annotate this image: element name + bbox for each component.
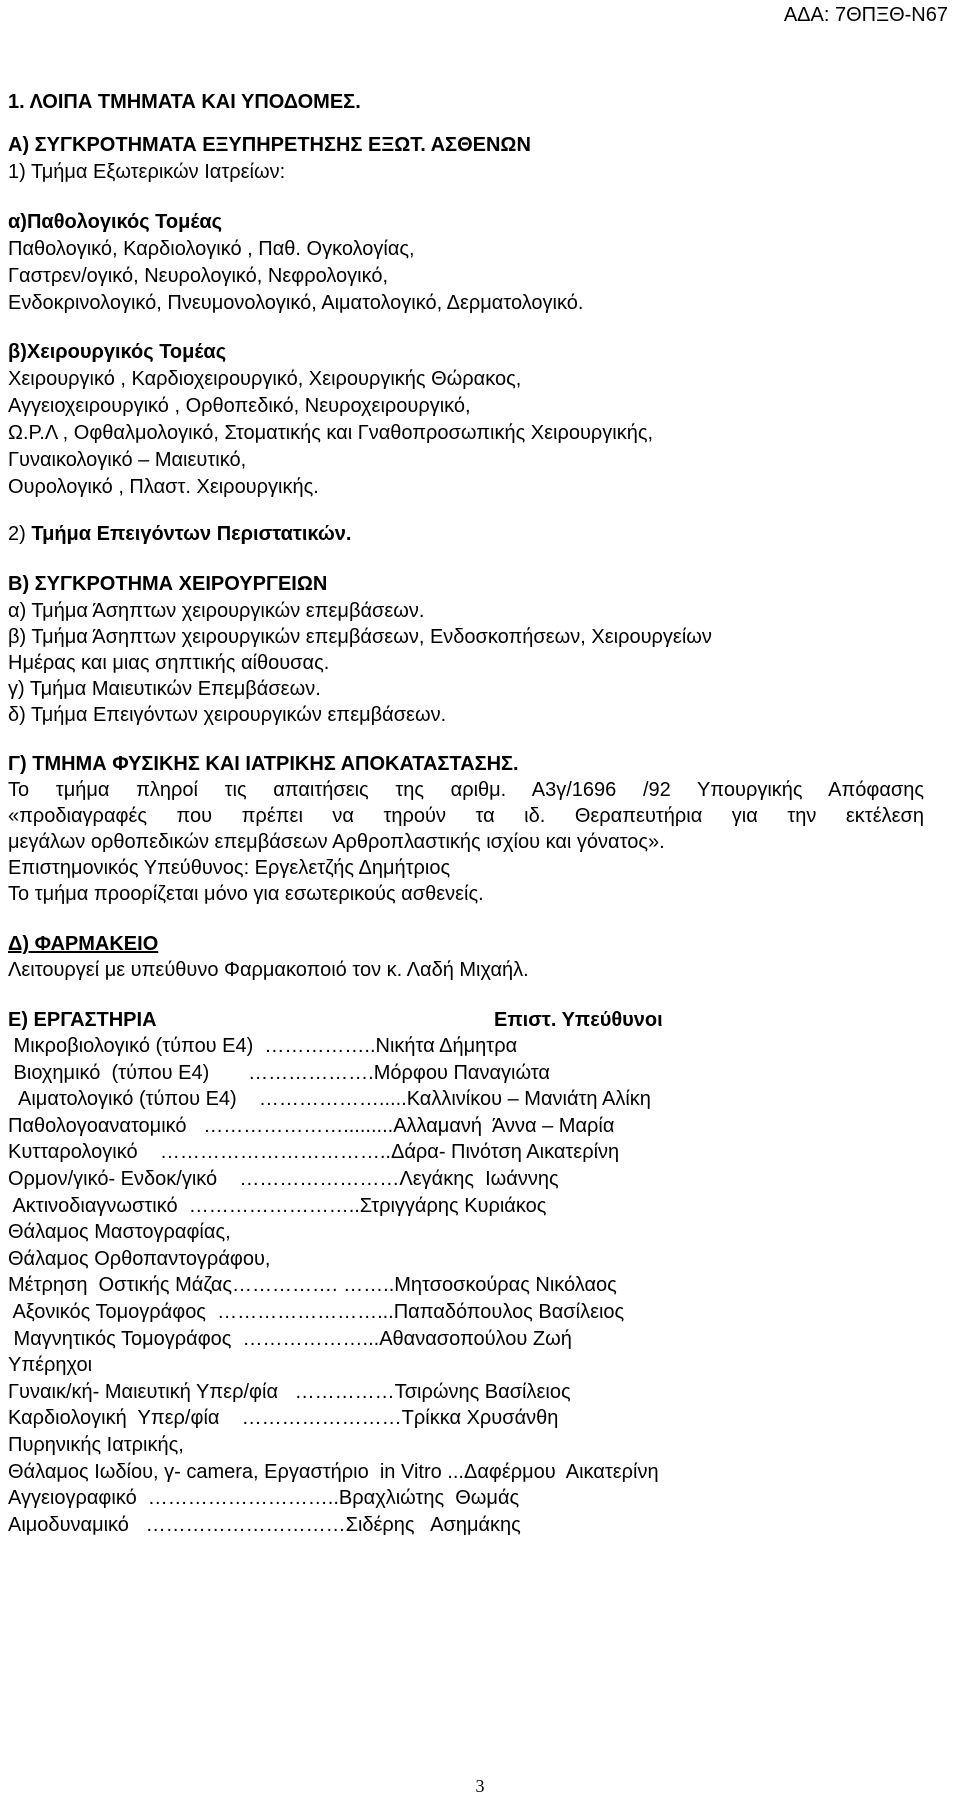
lab-row: Θάλαμος Ιωδίου, γ- camera, Εργαστήριο in Vitro ...Δαφέρμου Αικατερίνη: [8, 1461, 659, 1483]
ada-code: ΑΔΑ: 7ΘΠΞΘ-Ν67: [783, 4, 948, 26]
section-c-text: «προδιαγραφές που πρέπει να τηρούν τα ιδ. Θεραπευτήρια για την εκτέλεση: [8, 805, 924, 827]
surgery-title: β)Χειρουργικός Τομέας: [8, 341, 227, 363]
emergency-heading: [8, 522, 351, 546]
section-b-line: δ) Τμήμα Επειγόντων χειρουργικών επεμβάσεων.: [8, 704, 447, 726]
lab-row: Αιμοδυναμικό …………………………Σιδέρης Ασημάκης: [8, 1514, 521, 1536]
section-c-title: Γ) ΤΜΗΜΑ ΦΥΣΙΚΗΣ ΚΑΙ ΙΑΤΡΙΚΗΣ ΑΠΟΚΑΤΑΣΤΑΣΗΣ.: [8, 753, 519, 775]
lab-row: Παθολογοανατομικό ………………….........Αλλαμανή Άννα – Μαρία: [8, 1115, 615, 1137]
pathology-line: Παθολογικό, Καρδιολογικό , Παθ. Ογκολογίας,: [8, 238, 415, 260]
surgery-line: Γυναικολογικό – Μαιευτικό,: [8, 449, 247, 471]
lab-row: Μαγνητικός Τομογράφος ………………...Αθανασοπούλου Ζωή: [8, 1328, 572, 1350]
section-e-title: Ε) ΕΡΓΑΣΤΗΡΙΑ: [8, 1009, 157, 1031]
lab-row: Ορμον/γικό- Ενδοκ/γικό ……………………Λεγάκης Ιωάννης: [8, 1168, 559, 1190]
pathology-title: α)Παθολογικός Τομέας: [8, 211, 223, 233]
section-b-line: γ) Τμήμα Μαιευτικών Επεμβάσεων.: [8, 678, 321, 700]
lab-row: Μέτρηση Οστικής Μάζας……………. ……..Μητσοσκούρας Νικόλαος: [8, 1274, 617, 1296]
lab-row: Αγγειογραφικό ………………………..Βραχλιώτης Θωμάς: [8, 1487, 520, 1509]
section-c-text: μεγάλων ορθοπεδικών επεμβάσεων Αρθροπλαστικής ισχίου και γόνατος».: [8, 831, 665, 853]
lab-row: Καρδιολογική Υπερ/φία ……………………Τρίκκα Χρυσάνθη: [8, 1407, 559, 1429]
section-e-responsible-header: Επιστ. Υπεύθυνοι: [494, 1009, 663, 1031]
section-a-subtitle: 1) Τμήμα Εξωτερικών Ιατρείων:: [8, 161, 286, 183]
section-c-text: Το τμήμα πληροί τις απαιτήσεις της αριθμ. Α3γ/1696 /92 Υπουργικής Απόφασης: [8, 779, 924, 801]
lab-row: Θάλαμος Μαστογραφίας,: [8, 1221, 231, 1243]
lab-row: Μικροβιολογικό (τύπου Ε4) ……………..Νικήτα Δήμητρα: [8, 1035, 518, 1057]
section-b-line: β) Τμήμα Άσηπτων χειρουργικών επεμβάσεων, Ενδοσκοπήσεων, Χειρουργείων: [8, 626, 712, 648]
pathology-line: Γαστρεν/ογικό, Νευρολογικό, Νεφρολογικό,: [8, 265, 389, 287]
emergency-prefix: 2): [8, 523, 32, 545]
pathology-line: Ενδοκρινολογικό, Πνευμονολογικό, Αιματολογικό, Δερματολογικό.: [8, 292, 584, 314]
lab-row: Κυτταρολογικό ……………………………..Δάρα- Πινότση Αικατερίνη: [8, 1141, 620, 1163]
section-d-text: Λειτουργεί με υπεύθυνο Φαρμακοποιό τον κ. Λαδή Μιχαήλ.: [8, 959, 529, 981]
page-number: 3: [475, 1776, 485, 1796]
section-b-line: Ημέρας και μιας σηπτικής αίθουσας.: [8, 652, 330, 674]
lab-row: Αξονικός Τομογράφος ……………………...Παπαδόπουλος Βασίλειος: [8, 1301, 625, 1323]
section-1-title: 1. ΛΟΙΠΑ ΤΜΗΜΑΤΑ ΚΑΙ ΥΠΟΔΟΜΕΣ.: [8, 91, 361, 113]
section-d-title: Δ) ΦΑΡΜΑΚΕΙΟ: [8, 933, 159, 955]
surgery-line: Χειρουργικό , Καρδιοχειρουργικό, Χειρουργικής Θώρακος,: [8, 368, 522, 390]
surgery-line: Ουρολογικό , Πλαστ. Χειρουργικής.: [8, 476, 319, 498]
lab-row: Αιματολογικό (τύπου Ε4) ……………….....Καλλινίκου – Μανιάτη Αλίκη: [8, 1088, 651, 1110]
section-c-text: Επιστημονικός Υπεύθυνος: Εργελετζής Δημήτριος: [8, 857, 451, 879]
section-b-title: Β) ΣΥΓΚΡΟΤΗΜΑ ΧΕΙΡΟΥΡΓΕΙΩΝ: [8, 573, 328, 595]
lab-row: Θάλαμος Ορθοπαντογράφου,: [8, 1248, 271, 1270]
section-b-line: α) Τμήμα Άσηπτων χειρουργικών επεμβάσεων.: [8, 600, 425, 622]
surgery-line: Ω.Ρ.Λ , Οφθαλμολογικό, Στοματικής και Γναθοπροσωπικής Χειρουργικής,: [8, 422, 654, 444]
section-a-title: Α) ΣΥΓΚΡΟΤΗΜΑΤΑ ΕΞΥΠΗΡΕΤΗΣΗΣ ΕΞΩΤ. ΑΣΘΕΝΩΝ: [8, 134, 531, 156]
lab-row: Βιοχημικό (τύπου Ε4) ……………….Μόρφου Παναγιώτα: [8, 1062, 550, 1084]
emergency-title: Τμήμα Επειγόντων Περιστατικών.: [31, 523, 352, 545]
lab-row: Υπέρηχοι: [8, 1354, 93, 1376]
lab-row: Ακτινοδιαγνωστικό ……………………..Στριγγάρης Κυριάκος: [8, 1195, 547, 1217]
lab-row: Πυρηνικής Ιατρικής,: [8, 1434, 184, 1456]
lab-row: Γυναικ/κή- Μαιευτική Υπερ/φία ……………Τσιρώνης Βασίλειος: [8, 1381, 571, 1403]
surgery-line: Αγγειοχειρουργικό , Ορθοπεδικό, Νευροχειρουργικό,: [8, 395, 471, 417]
section-c-text: Το τμήμα προορίζεται μόνο για εσωτερικούς ασθενείς.: [8, 883, 484, 905]
